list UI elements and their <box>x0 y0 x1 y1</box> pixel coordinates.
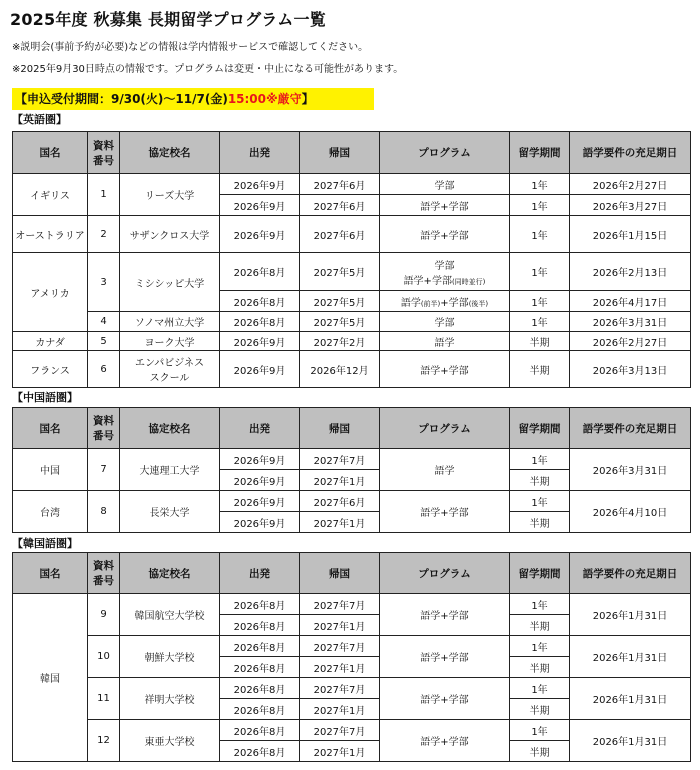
page-title: 2025年度 秋募集 長期留学プログラム一覧 <box>10 10 326 29</box>
table-row <box>13 174 691 195</box>
note-briefing: ※説明会(事前予約が必要)などの情報は学内情報サービスで確認してください。 <box>12 42 369 53</box>
table-row <box>13 636 691 657</box>
program-cell: 語学+学部 <box>380 594 510 636</box>
period-cell: 半期 <box>510 657 570 678</box>
program-cell: 学部 <box>380 174 510 195</box>
return-cell: 2027年6月 <box>300 195 380 216</box>
school-cell: ヨーク大学 <box>120 332 220 351</box>
header-docno: 資料 番号 <box>88 132 120 174</box>
program-cell: 語学+学部 <box>380 491 510 533</box>
depart-cell: 2026年9月 <box>220 351 300 388</box>
period-cell: 半期 <box>510 699 570 720</box>
school-cell: 韓国航空大学校 <box>120 594 220 636</box>
requirement-cell: 2026年1月31日 <box>570 594 691 636</box>
requirement-cell: 2026年4月10日 <box>570 491 691 533</box>
requirement-cell: 2026年2月13日 <box>570 253 691 291</box>
header-school: 協定校名 <box>120 408 220 449</box>
period-cell: 半期 <box>510 470 570 491</box>
return-cell: 2027年1月 <box>300 512 380 533</box>
return-cell: 2027年5月 <box>300 253 380 291</box>
depart-cell: 2026年9月 <box>220 332 300 351</box>
period-cell: 半期 <box>510 351 570 388</box>
requirement-cell: 2026年1月15日 <box>570 216 691 253</box>
header-country: 国名 <box>13 132 88 174</box>
korean-program-table <box>12 552 691 762</box>
depart-cell: 2026年9月 <box>220 512 300 533</box>
requirement-cell: 2026年2月27日 <box>570 332 691 351</box>
table-row <box>13 491 691 512</box>
period-cell: 1年 <box>510 594 570 615</box>
return-cell: 2027年1月 <box>300 699 380 720</box>
requirement-cell: 2026年2月27日 <box>570 174 691 195</box>
program-cell: 語学+学部 <box>380 678 510 720</box>
requirement-cell: 2026年3月31日 <box>570 449 691 491</box>
period-cell: 1年 <box>510 195 570 216</box>
depart-cell: 2026年9月 <box>220 216 300 253</box>
docno-cell: 11 <box>88 678 120 720</box>
docno-cell: 6 <box>88 351 120 388</box>
table-header <box>13 132 691 174</box>
depart-cell: 2026年9月 <box>220 491 300 512</box>
return-cell: 2027年7月 <box>300 449 380 470</box>
header-depart: 出発 <box>220 132 300 174</box>
header-return: 帰国 <box>300 408 380 449</box>
depart-cell: 2026年8月 <box>220 615 300 636</box>
program-cell: 語学+学部 <box>380 216 510 253</box>
return-cell: 2027年6月 <box>300 174 380 195</box>
return-cell: 2027年5月 <box>300 291 380 312</box>
depart-cell: 2026年9月 <box>220 470 300 491</box>
deadline-label: 【申込受付期間：9/30(火)～11/7(金) <box>15 92 228 106</box>
docno-cell: 4 <box>88 312 120 332</box>
requirement-cell: 2026年4月17日 <box>570 291 691 312</box>
period-cell: 1年 <box>510 216 570 253</box>
header-return: 帰国 <box>300 553 380 594</box>
table-header <box>13 553 691 594</box>
depart-cell: 2026年8月 <box>220 594 300 615</box>
table-row <box>13 720 691 741</box>
period-cell: 1年 <box>510 312 570 332</box>
country-cell: カナダ <box>13 332 88 351</box>
header-period: 留学期間 <box>510 408 570 449</box>
return-cell: 2026年12月 <box>300 351 380 388</box>
header-country: 国名 <box>13 553 88 594</box>
country-cell: フランス <box>13 351 88 388</box>
period-cell: 1年 <box>510 174 570 195</box>
depart-cell: 2026年9月 <box>220 195 300 216</box>
header-program: プログラム <box>380 408 510 449</box>
table-row <box>13 449 691 470</box>
note-info-date: ※2025年9月30日時点の情報です。プログラムは変更・中止になる可能性があります。 <box>12 64 404 75</box>
header-program: プログラム <box>380 553 510 594</box>
school-cell: 東亜大学校 <box>120 720 220 762</box>
section-english: 【英語圏】 <box>12 113 67 126</box>
program-cell: 語学 <box>380 332 510 351</box>
program-cell: 学部 <box>380 312 510 332</box>
period-cell: 1年 <box>510 720 570 741</box>
return-cell: 2027年6月 <box>300 491 380 512</box>
country-cell: 中国 <box>13 449 88 491</box>
period-cell: 半期 <box>510 615 570 636</box>
docno-cell: 3 <box>88 253 120 312</box>
docno-cell: 1 <box>88 174 120 216</box>
depart-cell: 2026年8月 <box>220 657 300 678</box>
period-cell: 1年 <box>510 449 570 470</box>
program-cell: 語学+学部 <box>380 636 510 678</box>
program-cell: 語学+学部 <box>380 351 510 388</box>
school-cell: 長栄大学 <box>120 491 220 533</box>
period-cell: 1年 <box>510 253 570 291</box>
table-row <box>13 312 691 332</box>
requirement-cell: 2026年1月31日 <box>570 720 691 762</box>
depart-cell: 2026年8月 <box>220 253 300 291</box>
header-docno: 資料 番号 <box>88 553 120 594</box>
school-cell: サザンクロス大学 <box>120 216 220 253</box>
requirement-cell: 2026年1月31日 <box>570 678 691 720</box>
period-cell: 1年 <box>510 636 570 657</box>
section-korean: 【韓国語圏】 <box>12 537 78 550</box>
header-depart: 出発 <box>220 553 300 594</box>
docno-cell: 12 <box>88 720 120 762</box>
period-cell: 1年 <box>510 291 570 312</box>
program-cell: 語学(前半)+学部(後半) <box>380 291 510 312</box>
return-cell: 2027年1月 <box>300 657 380 678</box>
period-cell: 半期 <box>510 741 570 762</box>
country-cell: イギリス <box>13 174 88 216</box>
depart-cell: 2026年8月 <box>220 720 300 741</box>
table-row <box>13 216 691 253</box>
return-cell: 2027年1月 <box>300 615 380 636</box>
header-docno: 資料 番号 <box>88 408 120 449</box>
requirement-cell: 2026年3月13日 <box>570 351 691 388</box>
depart-cell: 2026年8月 <box>220 636 300 657</box>
school-cell: ソノマ州立大学 <box>120 312 220 332</box>
header-requirement: 語学要件の充足期日 <box>570 408 691 449</box>
depart-cell: 2026年8月 <box>220 699 300 720</box>
program-cell: 語学 <box>380 449 510 491</box>
program-cell: 語学+学部 <box>380 195 510 216</box>
return-cell: 2027年7月 <box>300 678 380 699</box>
depart-cell: 2026年8月 <box>220 312 300 332</box>
depart-cell: 2026年8月 <box>220 678 300 699</box>
return-cell: 2027年1月 <box>300 741 380 762</box>
requirement-cell: 2026年3月27日 <box>570 195 691 216</box>
period-cell: 半期 <box>510 332 570 351</box>
table-row <box>13 253 691 291</box>
header-school: 協定校名 <box>120 553 220 594</box>
docno-cell: 7 <box>88 449 120 491</box>
docno-cell: 2 <box>88 216 120 253</box>
header-requirement: 語学要件の充足期日 <box>570 132 691 174</box>
table-row <box>13 594 691 615</box>
table-row <box>13 332 691 351</box>
country-cell: アメリカ <box>13 253 88 332</box>
header-school: 協定校名 <box>120 132 220 174</box>
section-chinese: 【中国語圏】 <box>12 391 78 404</box>
school-cell: 朝鮮大学校 <box>120 636 220 678</box>
table-row <box>13 351 691 388</box>
return-cell: 2027年7月 <box>300 594 380 615</box>
period-cell: 半期 <box>510 512 570 533</box>
depart-cell: 2026年8月 <box>220 291 300 312</box>
docno-cell: 10 <box>88 636 120 678</box>
header-depart: 出発 <box>220 408 300 449</box>
header-period: 留学期間 <box>510 553 570 594</box>
deadline-close: 】 <box>301 92 314 106</box>
period-cell: 1年 <box>510 491 570 512</box>
return-cell: 2027年7月 <box>300 636 380 657</box>
header-requirement: 語学要件の充足期日 <box>570 553 691 594</box>
header-period: 留学期間 <box>510 132 570 174</box>
country-cell: 韓国 <box>13 594 88 762</box>
program-cell: 語学+学部 <box>380 720 510 762</box>
depart-cell: 2026年9月 <box>220 449 300 470</box>
header-country: 国名 <box>13 408 88 449</box>
table-header <box>13 408 691 449</box>
country-cell: 台湾 <box>13 491 88 533</box>
deadline-time: 15:00※厳守 <box>227 92 302 106</box>
application-deadline-banner <box>12 88 374 110</box>
return-cell: 2027年6月 <box>300 216 380 253</box>
docno-cell: 5 <box>88 332 120 351</box>
english-program-table <box>12 131 691 388</box>
period-cell: 1年 <box>510 678 570 699</box>
requirement-cell: 2026年1月31日 <box>570 636 691 678</box>
docno-cell: 8 <box>88 491 120 533</box>
school-cell: ミシシッピ大学 <box>120 253 220 312</box>
school-cell: リーズ大学 <box>120 174 220 216</box>
return-cell: 2027年7月 <box>300 720 380 741</box>
depart-cell: 2026年9月 <box>220 174 300 195</box>
country-cell: オーストラリア <box>13 216 88 253</box>
return-cell: 2027年1月 <box>300 470 380 491</box>
requirement-cell: 2026年3月31日 <box>570 312 691 332</box>
docno-cell: 9 <box>88 594 120 636</box>
depart-cell: 2026年8月 <box>220 741 300 762</box>
school-cell: エンパビジネス スクール <box>120 351 220 388</box>
table-row <box>13 678 691 699</box>
header-program: プログラム <box>380 132 510 174</box>
chinese-program-table <box>12 407 691 533</box>
school-cell: 祥明大学校 <box>120 678 220 720</box>
program-cell: 学部 語学+学部(同時並行) <box>380 253 510 291</box>
header-return: 帰国 <box>300 132 380 174</box>
school-cell: 大連理工大学 <box>120 449 220 491</box>
return-cell: 2027年5月 <box>300 312 380 332</box>
return-cell: 2027年2月 <box>300 332 380 351</box>
